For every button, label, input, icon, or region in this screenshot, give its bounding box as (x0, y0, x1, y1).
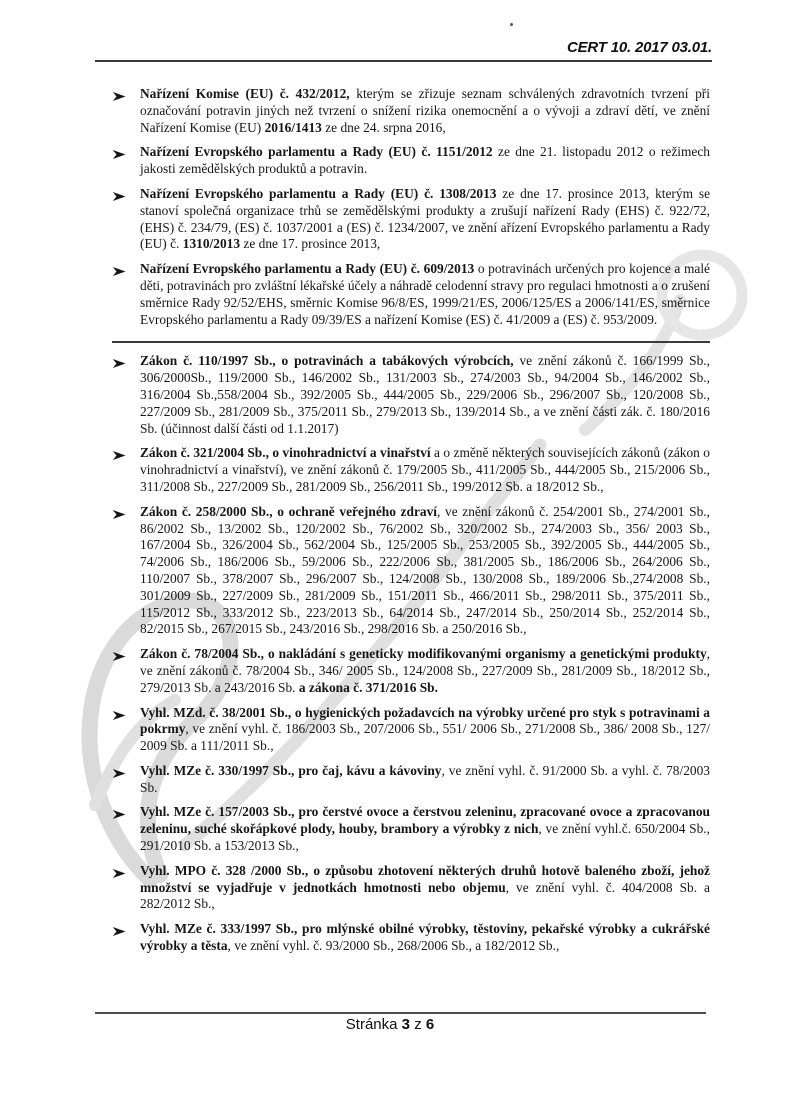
list-item (112, 863, 710, 913)
list-item (112, 86, 710, 136)
page-footer (0, 1016, 780, 1033)
eu-regulations-list (112, 86, 710, 328)
document-body (112, 86, 710, 963)
arrow-bullet-icon (112, 763, 140, 797)
list-item-text: Vyhl. MZe č. 330/1997 Sb., pro čaj, kávu a kávoviny, ve znění vyhl. č. 91/2000 Sb. a vyhl. č. 78/2003 Sb. (140, 762, 710, 795)
list-item (112, 646, 710, 696)
arrow-bullet-icon (112, 186, 140, 253)
list-item (112, 445, 710, 495)
footer-page-total: 6 (425, 1016, 435, 1033)
footer-rule (95, 1012, 706, 1014)
list-item-text: Zákon č. 110/1997 Sb., o potravinách a tabákových výrobcích, ve znění zákonů č. 166/1999 Sb., 306/2000Sb., 119/2000 Sb., 146/2002 Sb., 131/2003 Sb., 274/2003 Sb., 94/2004 Sb., 146/2002 Sb., 316/2004 Sb.,558/2004 Sb., 392/2005 Sb., 444/2005 Sb., 229/2006 Sb., 296/2007 Sb., 120/2008 Sb., 227/2009 Sb., 281/2009 Sb., 375/2011 Sb., 279/2013 Sb., 139/2014 Sb., a ve znění části zák. č. 180/2016 Sb. (účinnost další části od 1.1.2017) (140, 353, 710, 436)
list-item-text: Nařízení Evropského parlamentu a Rady (EU) č. 1308/2013 ze dne 17. prosince 2013, kterým se stanoví společná organizace trhů se zemědělskými produkty a zrušují nařízení Rady (EHS) č. 922/72, (EHS) č. 234/79, (ES) č. 1037/2001 a (ES) č. 1234/2007, ve znění ařízení Evropského parlamentu a Rady (EU) č. 1310/2013 ze dne 17. prosince 2013, (140, 185, 711, 252)
list-item-text: Vyhl. MZd. č. 38/2001 Sb., o hygienických požadavcích na výrobky určené pro styk s potravinami a pokrmy, ve znění vyhl. č. 186/2003 Sb., 207/2006 Sb., 551/ 2006 Sb., 271/2008 Sb., 386/ 2008 Sb., 127/ 2009 Sb. a 111/2011 Sb., (140, 704, 710, 754)
arrow-bullet-icon (112, 646, 140, 696)
list-item (112, 186, 710, 253)
list-item (112, 504, 710, 638)
list-item-text: Zákon č. 321/2004 Sb., o vinohradnictví a vinařství a o změně některých souvisejících zákonů (zákon o vinohradnictví a vinařství), ve znění zákonů č. 179/2005 Sb., 411/2005 Sb., 444/2005 Sb., 215/2006 Sb., 311/2008 Sb., 227/2009 Sb., 281/2009 Sb., 256/2011 Sb., 199/2012 Sb. a 18/2012 Sb., (140, 445, 710, 494)
list-item-text: Nařízení Evropského parlamentu a Rady (EU) č. 609/2013 o potravinách určených pro kojence a malé děti, potravinách pro zvláštní lékařské účely a náhradě celodenní stravy pro regulaci hmotnosti a o zrušení směrnice Rady 92/52/EHS, směrnic Komise 96/8/ES, 1999/21/ES, 2006/125/ES a 2006/141/ES, směrnice Evropského parlamentu a Rady 09/39/ES a nařízení Komise (ES) č. 41/2009 a (ES) č. 953/2009. (140, 261, 710, 327)
footer-page-number: 3 (401, 1016, 411, 1033)
list-item (112, 921, 710, 955)
arrow-bullet-icon (112, 504, 140, 638)
footer-label: Stránka (345, 1016, 398, 1033)
arrow-bullet-icon (112, 863, 140, 913)
list-item-text: Vyhl. MPO č. 328 /2000 Sb., o způsobu zhotovení některých druhů hotově baleného zboží, jehož množství se vyjadřuje v jednotkách hmotnosti nebo objemu, ve znění vyhl. č. 404/2008 Sb. a 282/2012 Sb., (140, 862, 710, 912)
document-code: CERT 10. 2017 03.01. (567, 39, 712, 56)
arrow-bullet-icon (112, 445, 140, 495)
arrow-bullet-icon (112, 353, 140, 437)
footer-separator: z (414, 1016, 422, 1033)
national-laws-list (112, 353, 710, 955)
scan-artifact-dot (510, 23, 513, 26)
arrow-bullet-icon (112, 144, 140, 178)
arrow-bullet-icon (112, 705, 140, 755)
arrow-bullet-icon (112, 804, 140, 854)
list-item-text: Nařízení Evropského parlamentu a Rady (EU) č. 1151/2012 ze dne 21. listopadu 2012 o režimech jakosti zemědělských produktů a potravin. (140, 144, 710, 177)
list-item-text: Nařízení Komise (EU) č. 432/2012, kterým se zřizuje seznam schválených zdravotních tvrzení při označování potravin jiných než tvrzení o snížení rizika onemocnění a o vývoji a zdraví dětí, ve znění Nařízení Komise (EU) 2016/1413 ze dne 24. srpna 2016, (140, 86, 710, 135)
list-item (112, 705, 710, 755)
header-rule (95, 60, 712, 62)
list-item (112, 261, 710, 328)
list-item (112, 804, 710, 854)
list-item (112, 763, 710, 797)
arrow-bullet-icon (112, 921, 140, 955)
list-item-text: Vyhl. MZe č. 157/2003 Sb., pro čerstvé ovoce a čerstvou zeleninu, zpracované ovoce a zpracovanou zeleninu, suché skořápkové plody, houby, brambory a výrobky z nich, ve znění vyhl.č. 650/2004 Sb., 291/2010 Sb. a 153/2013 Sb., (140, 804, 710, 854)
list-item-text: Vyhl. MZe č. 333/1997 Sb., pro mlýnské obilné výrobky, těstoviny, pekařské výrobky a cukrářské výrobky a těsta, ve znění vyhl. č. 93/2000 Sb., 268/2006 Sb., a 182/2012 Sb., (140, 921, 710, 954)
list-item-text: Zákon č. 78/2004 Sb., o nakládání s geneticky modifikovanými organismy a genetickými produkty, ve znění zákonů č. 78/2004 Sb., 346/ 2005 Sb., 124/2008 Sb., 227/2009 Sb., 281/2009 Sb., 18/2012 Sb., 279/2013 Sb. a 243/2016 Sb. a zákona č. 371/2016 Sb. (140, 646, 710, 695)
arrow-bullet-icon (112, 86, 140, 136)
section-divider (112, 341, 710, 343)
list-item-text: Zákon č. 258/2000 Sb., o ochraně veřejného zdraví, ve znění zákonů č. 254/2001 Sb., 274/2001 Sb., 86/2002 Sb., 13/2002 Sb., 120/2002 Sb., 76/2002 Sb., 320/2002 Sb., 274/2003 Sb., 356/ 2003 Sb., 167/2004 Sb., 326/2004 Sb., 562/2004 Sb., 125/2005 Sb., 253/2005 Sb., 392/2005 Sb., 444/2005 Sb., 74/2006 Sb., 186/2006 Sb., 59/2006 Sb., 222/2006 Sb., 381/2005 Sb., 186/2006 Sb., 264/2006 Sb., 110/2007 Sb., 378/2007 Sb., 296/2007 Sb., 124/2008 Sb., 130/2008 Sb., 189/2006 Sb.,274/2008 Sb., 301/2009 Sb., 227/2009 Sb., 281/2009 Sb., 151/2011 Sb., 466/2011 Sb., 298/2011 Sb., 375/2011 Sb., 115/2012 Sb., 333/2012 Sb., 223/2013 Sb., 64/2014 Sb., 247/2014 Sb., 250/2014 Sb., 252/2014 Sb., 82/2015 Sb., 267/2015 Sb., 243/2016 Sb., 298/2016 Sb. a 250/2016 Sb., (140, 503, 710, 637)
arrow-bullet-icon (112, 261, 140, 328)
list-item (112, 144, 710, 178)
list-item (112, 353, 710, 437)
